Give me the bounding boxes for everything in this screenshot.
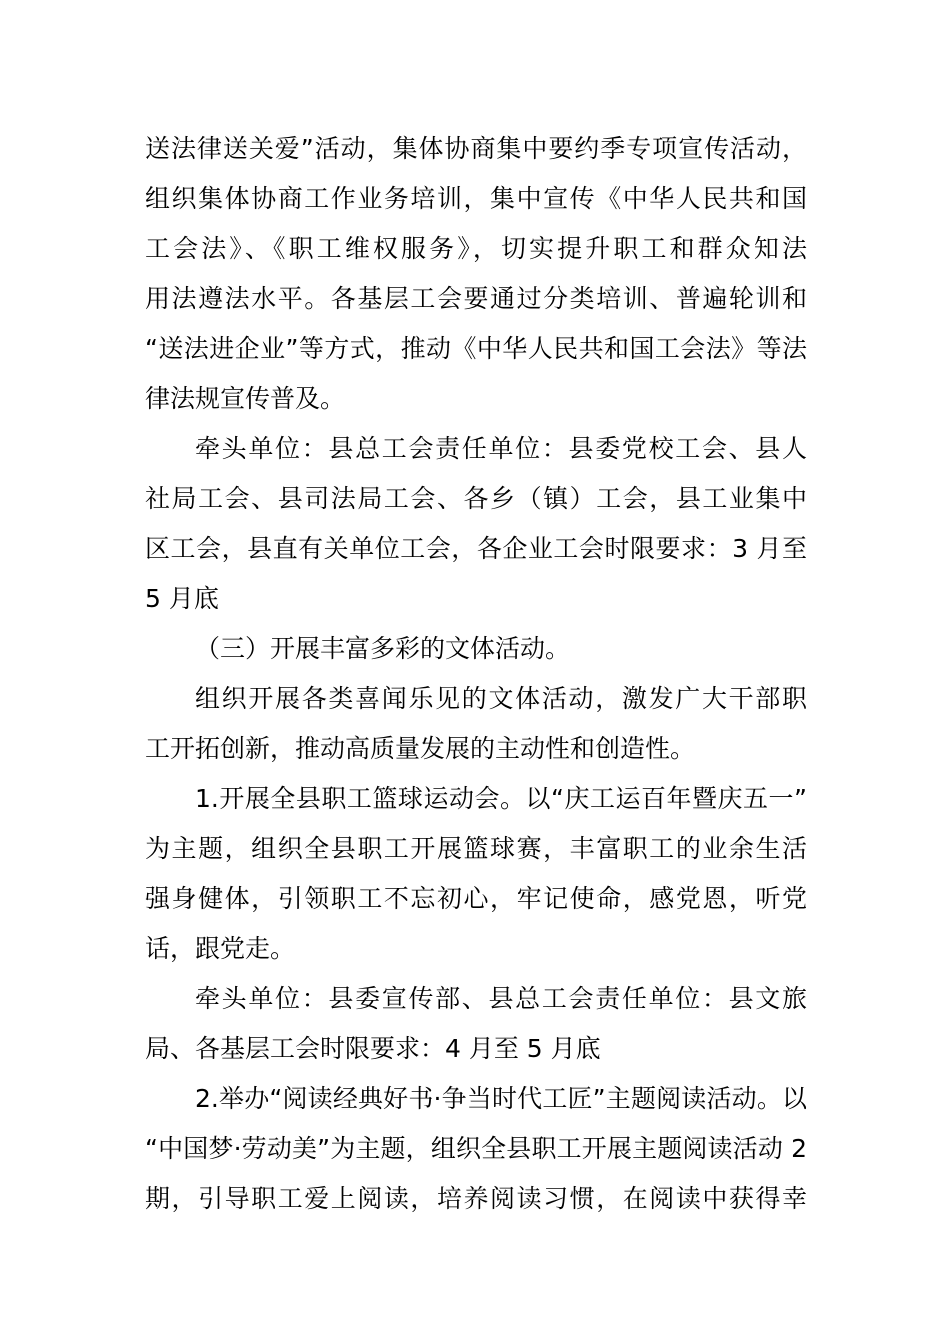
text-line: 组织开展各类喜闻乐见的文体活动，激发广大干部职 <box>195 684 807 713</box>
document-page <box>145 124 807 1224</box>
text-line: “送法进企业”等方式，推动《中华人民共和国工会法》等法 <box>145 334 807 363</box>
text-line: 期，引导职工爱上阅读，培养阅读习惯，在阅读中获得幸 <box>145 1184 807 1213</box>
text-line: 送法律送关爱”活动，集体协商集中要约季专项宣传活动， <box>145 134 807 163</box>
text-line: 1.开展全县职工篮球运动会。以“庆工运百年暨庆五一” <box>195 784 807 813</box>
text-line: 组织集体协商工作业务培训，集中宣传《中华人民共和国 <box>145 184 807 213</box>
text-line: （三）开展丰富多彩的文体活动。 <box>195 634 571 663</box>
text-line: 5 月底 <box>145 584 219 613</box>
text-line: 区工会，县直有关单位工会，各企业工会时限要求：3 月至 <box>145 534 807 563</box>
text-line: 强身健体，引领职工不忘初心，牢记使命，感党恩，听党 <box>145 884 807 913</box>
text-line: 局、各基层工会时限要求：4 月至 5 月底 <box>145 1034 601 1063</box>
text-line: 工会法》、《职工维权服务》，切实提升职工和群众知法 <box>145 234 807 263</box>
text-line: 用法遵法水平。各基层工会要通过分类培训、普遍轮训和 <box>145 284 807 313</box>
text-line: 工开拓创新，推动高质量发展的主动性和创造性。 <box>145 734 696 763</box>
text-line: 话，跟党走。 <box>145 934 296 963</box>
text-line: 律法规宣传普及。 <box>145 384 346 413</box>
text-line: 牵头单位：县总工会责任单位：县委党校工会、县人 <box>195 434 807 463</box>
text-line: 牵头单位：县委宣传部、县总工会责任单位：县文旅 <box>195 984 807 1013</box>
text-line: 2.举办“阅读经典好书·争当时代工匠”主题阅读活动。以 <box>195 1084 807 1113</box>
text-line: “中国梦·劳动美”为主题，组织全县职工开展主题阅读活动 2 <box>145 1134 807 1163</box>
text-line: 社局工会、县司法局工会、各乡（镇）工会，县工业集中 <box>145 484 807 513</box>
text-line: 为主题，组织全县职工开展篮球赛，丰富职工的业余生活 <box>145 834 807 863</box>
